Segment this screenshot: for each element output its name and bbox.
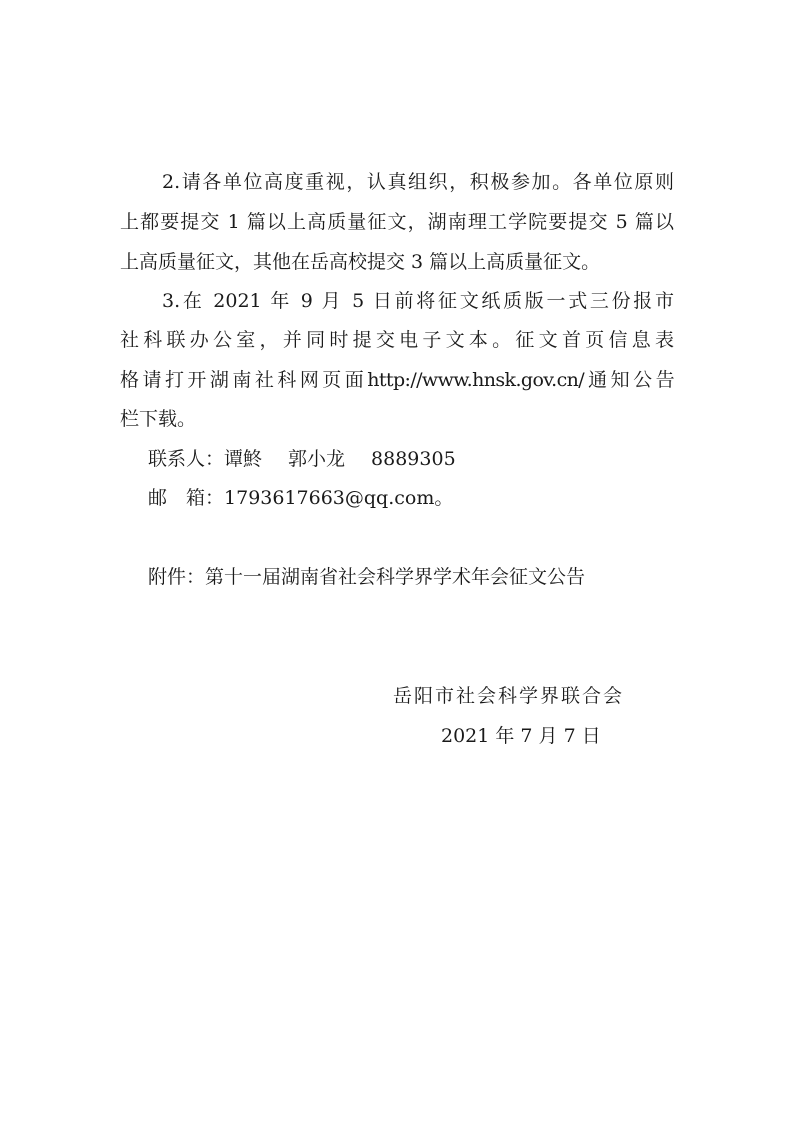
- contact-line: [148, 447, 456, 471]
- contact-person-2: 郭小龙: [288, 448, 346, 470]
- signature-org: 岳阳市社会科学界联合会: [393, 685, 625, 707]
- signature-date: 2021 年 7 月 7 日: [441, 725, 601, 747]
- email-line: [148, 486, 453, 510]
- item2-line-1: 2.请各单位高度重视，认真组织，积极参加。各单位原则: [162, 171, 674, 193]
- item3-line-2: 社科联办公室，并同时提交电子文本。征文首页信息表: [120, 329, 674, 351]
- attachment-label: 附件：: [148, 566, 206, 588]
- contact-label: 联系人：: [148, 448, 225, 470]
- item3-line-4: 栏下载。: [120, 408, 197, 430]
- item3-line-3: 格请打开湖南社科网页面http://www.hnsk.gov.cn/通知公告: [120, 369, 674, 391]
- contact-phone: 8889305: [371, 448, 456, 470]
- item2-line-2: 上都要提交 1 篇以上高质量征文，湖南理工学院要提交 5 篇以: [120, 211, 674, 233]
- attachment-title: 第十一届湖南省社会科学界学术年会征文公告: [205, 566, 586, 588]
- email-label: 邮 箱：: [148, 487, 225, 509]
- contact-person-1: 谭鮗: [224, 448, 263, 470]
- item3-line-1: 3.在 2021 年 9 月 5 日前将征文纸质版一式三份报市: [162, 290, 674, 312]
- email-value: 1793617663@qq.com。: [224, 487, 454, 509]
- attachment-line: [148, 565, 585, 589]
- item2-line-3: 上高质量征文，其他在岳高校提交 3 篇以上高质量征文。: [120, 251, 601, 273]
